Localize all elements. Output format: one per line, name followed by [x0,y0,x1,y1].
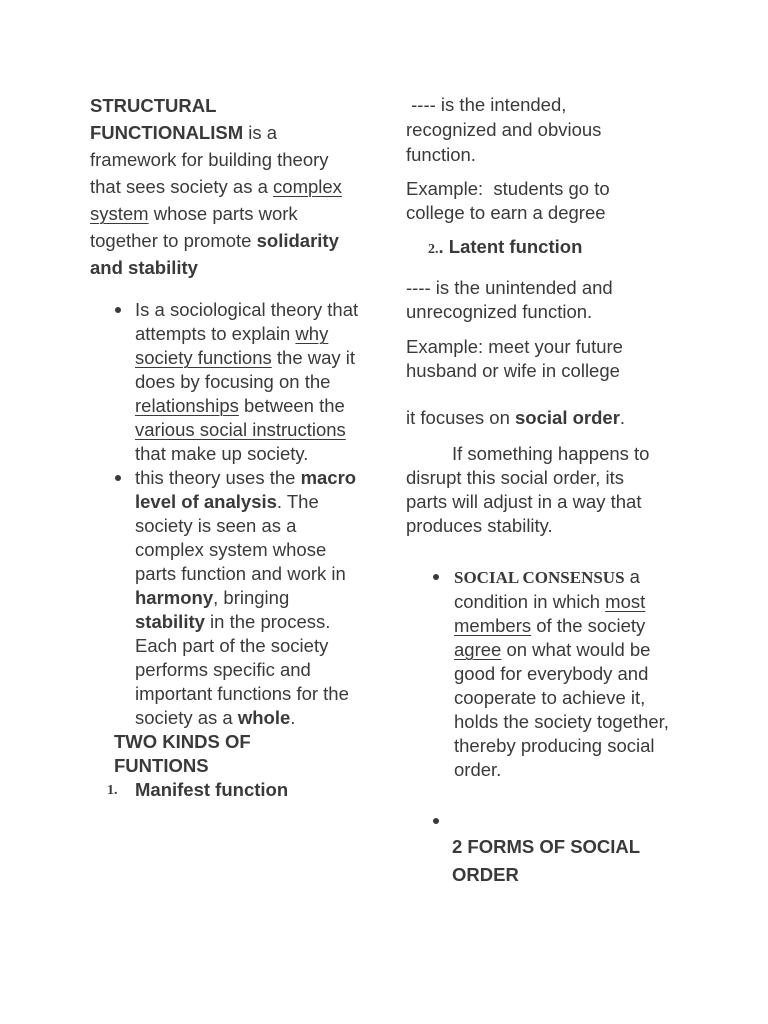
bullet2-text-4: in the process. Each part of the society performs specific and important functions for the society as a [135,611,349,728]
bullet-dot-icon [115,307,121,313]
manifest-example: Example: students go to college to earn a degree [406,178,615,223]
item-number: 1. [107,783,118,798]
two-kinds-heading: TWO KINDS OF FUNTIONS [114,731,251,776]
bullet2-text-1: this theory uses the [135,467,301,488]
most-members-term: most members [454,591,646,636]
stability-term: stability [135,611,205,632]
latent-description: ---- is the unintended and unrecognized function. [406,277,613,322]
bullet-macro-level [90,466,362,730]
title-structural-functionalism: STRUCTURAL FUNCTIONALISM [90,95,244,143]
forms-of-social-order-heading: 2 FORMS OF SOCIAL ORDER [452,836,640,885]
focus-sentence [406,406,696,430]
bullet-dot-icon [115,475,121,481]
intro-paragraph [90,92,358,281]
consensus-text-2: of the society [531,615,646,636]
bullet-forms-of-social-order [406,809,676,833]
various-social-instructions-term: various social instructions [135,419,346,440]
item-latent-function [406,235,696,262]
bullet-sociological-theory [90,298,362,466]
left-column [90,92,368,802]
whole-term: whole [237,707,291,728]
social-order-term: social order [515,407,620,428]
intro-text-2: whose parts work together to promote [90,203,298,251]
bullet1-text-1: Is a sociological theory that attempts to explain [135,299,359,344]
bullet-dot-icon [433,574,439,580]
right-column [406,92,696,889]
item-number: 2. [428,242,439,257]
intro-text-1: is a framework for building theory that sees society as a [90,122,329,197]
bullet2-text-2: . The society is seen as a complex system whose parts function and work in [135,491,346,584]
agree-term: agree [454,639,502,660]
why-society-functions-term: why society functions [135,323,329,368]
latent-example: Example: meet your future husband or wife in college [406,336,623,381]
complex-system-term: complex system [90,176,342,224]
bullet-dot-icon [433,818,439,824]
focus-text-1: it focuses on [406,407,516,428]
relationships-term: relationships [135,395,239,416]
harmony-term: harmony [135,587,214,608]
theory-bullets [90,298,368,730]
disrupt-paragraph: If something happens to disrupt this social order, its parts will adjust in a way that produces stability. [406,443,650,536]
social-consensus-term: SOCIAL CONSENSUS [454,568,625,587]
item-manifest-function [107,778,368,802]
bullet1-text-2: the way it does by focusing on the [135,347,356,392]
latent-function-label: . Latent function [438,236,583,257]
manifest-function-label: Manifest function [135,779,289,800]
focus-text-2: . [619,407,626,428]
macro-level-term: macro level of analysis [135,467,357,512]
bullet-social-consensus [406,565,676,782]
consensus-bullets [406,565,696,833]
manifest-description: ---- is the intended, recognized and obvious function. [406,94,607,165]
bullet1-text-4: that make up society. [135,443,309,464]
bullet2-text-3: , bringing [213,587,290,608]
bullet2-text-5: . [290,707,296,728]
bullet1-text-3: between the [238,395,345,416]
consensus-text-1: a condition in which [454,566,640,612]
solidarity-stability-term: solidarity and stability [90,230,339,278]
consensus-text-3: on what would be good for everybody and cooperate to achieve it, holds the society together, thereby producing social order. [454,639,669,780]
